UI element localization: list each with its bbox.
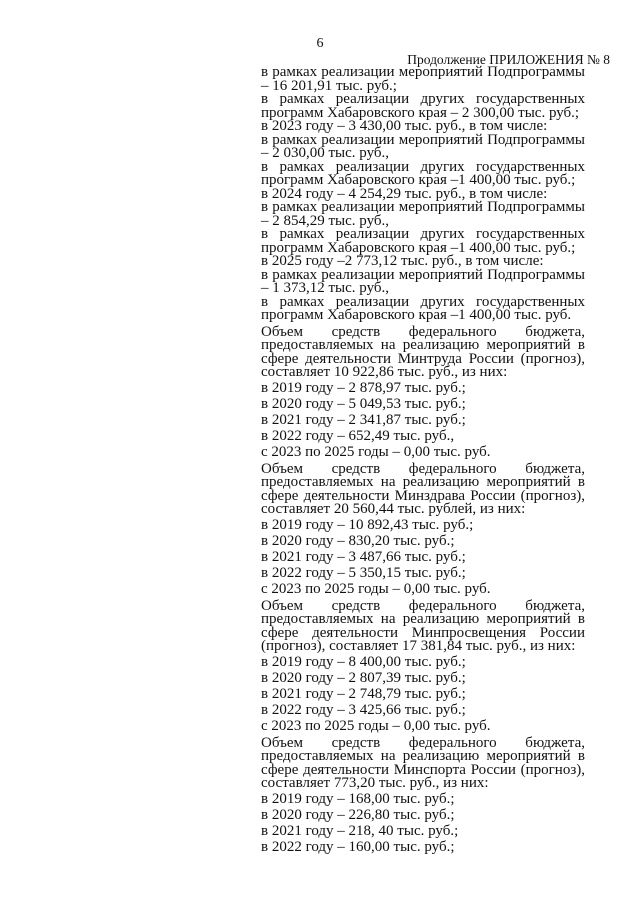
appendix-continuation-label: Продолжение ПРИЛОЖЕНИЯ № 8 — [407, 52, 610, 67]
intro-line: в 2025 году –2 773,12 тыс. руб., в том числе: — [261, 253, 544, 269]
year-amount-line: в 2022 году – 652,49 тыс. руб., — [261, 428, 455, 444]
year-amount-line: в 2019 году – 168,00 тыс. руб.; — [261, 791, 455, 807]
year-amount-line: в 2021 году – 3 487,66 тыс. руб.; — [261, 549, 466, 565]
intro-line: в рамках реализации мероприятий Подпрограммы – 1 373,12 тыс. руб., — [261, 266, 585, 296]
year-amount-line: в 2019 году – 8 400,00 тыс. руб.; — [261, 654, 466, 670]
year-amount-line: в 2022 году – 3 425,66 тыс. руб.; — [261, 702, 466, 718]
section-summary: Объем средств федерального бюджета, предоставляемых на реализацию мероприятий в сфере деятельности Минспорта России (прогноз), составляет 773,20 тыс. руб., из них: — [261, 734, 585, 791]
year-amount-line: в 2022 году – 5 350,15 тыс. руб.; — [261, 565, 466, 581]
year-amount-line: в 2020 году – 226,80 тыс. руб.; — [261, 807, 455, 823]
year-amount-line: в 2021 году – 2 341,87 тыс. руб.; — [261, 412, 466, 428]
section-minprosveshcheniya — [261, 597, 585, 734]
document-body — [261, 66, 585, 855]
intro-line: в 2024 году – 4 254,29 тыс. руб., в том числе: — [261, 185, 548, 202]
year-amount-line: с 2023 по 2025 годы – 0,00 тыс. руб. — [261, 444, 491, 460]
intro-line: в рамках реализации других государственных программ Хабаровского края –1 400,00 тыс. руб. — [261, 293, 585, 323]
section-minzdrav — [261, 460, 585, 597]
intro-line: в 2023 году – 3 430,00 тыс. руб., в том числе: — [261, 118, 548, 134]
page-number: 6 — [316, 36, 324, 51]
intro-line: в рамках реализации мероприятий Подпрограммы – 2 030,00 тыс. руб., — [261, 131, 585, 161]
section-mintrud — [261, 323, 585, 460]
intro-line: в рамках реализации мероприятий Подпрограммы – 16 201,91 тыс. руб.; — [261, 64, 585, 94]
section-minsport — [261, 734, 585, 855]
intro-line: в рамках реализации других государственных программ Хабаровского края – 2 300,00 тыс. руб.; — [261, 91, 585, 121]
section-summary: Объем средств федерального бюджета, предоставляемых на реализацию мероприятий в сфере деятельности Минтруда России (прогноз), составляет 10 922,86 тыс. руб., из них: — [261, 323, 585, 380]
year-amount-line: в 2020 году – 5 049,53 тыс. руб.; — [261, 396, 466, 412]
year-amount-line: в 2021 году – 218, 40 тыс. руб.; — [261, 823, 459, 839]
year-amount-line: в 2020 году – 830,20 тыс. руб.; — [261, 533, 455, 549]
year-amount-line: в 2021 году – 2 748,79 тыс. руб.; — [261, 686, 466, 702]
year-amount-line: в 2022 году – 160,00 тыс. руб.; — [261, 839, 455, 855]
year-amount-line: с 2023 по 2025 годы – 0,00 тыс. руб. — [261, 581, 491, 597]
intro-line: в рамках реализации других государственных программ Хабаровского края –1 400,00 тыс. руб.; — [261, 158, 585, 188]
intro-block — [261, 66, 585, 323]
intro-line: в рамках реализации других государственных программ Хабаровского края –1 400,00 тыс. руб.; — [261, 226, 585, 256]
section-summary: Объем средств федерального бюджета, предоставляемых на реализацию мероприятий в сфере деятельности Минпросвещения России (прогноз), составляет 17 381,84 тыс. руб., из них: — [261, 597, 585, 654]
year-amount-line: в 2019 году – 2 878,97 тыс. руб.; — [261, 380, 466, 396]
intro-line: в рамках реализации мероприятий Подпрограммы – 2 854,29 тыс. руб., — [261, 199, 585, 229]
section-summary: Объем средств федерального бюджета, предоставляемых на реализацию мероприятий в сфере деятельности Минздрава России (прогноз), составляет 20 560,44 тыс. рублей, из них: — [261, 460, 585, 517]
year-amount-line: в 2019 году – 10 892,43 тыс. руб.; — [261, 517, 474, 533]
year-amount-line: с 2023 по 2025 годы – 0,00 тыс. руб. — [261, 718, 491, 734]
year-amount-line: в 2020 году – 2 807,39 тыс. руб.; — [261, 670, 466, 686]
